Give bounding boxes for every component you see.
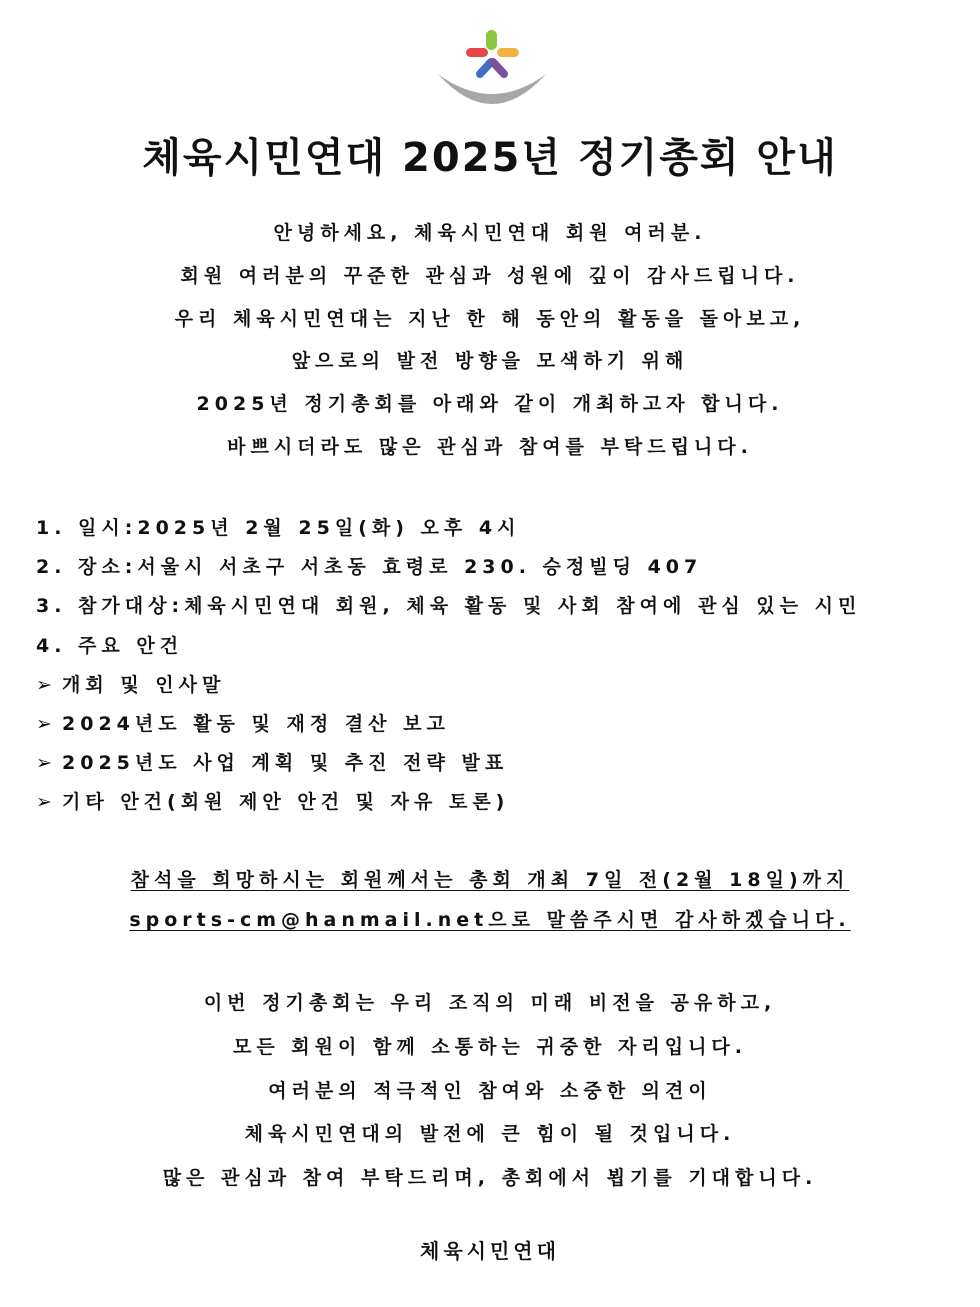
detail-datetime: 1. 일시:2025년 2월 25일(화) 오후 4시	[36, 517, 521, 539]
agenda-item-label: 2024년도 활동 및 재정 결산 보고	[62, 712, 450, 735]
detail-agenda-heading: 4. 주요 안건	[36, 634, 184, 657]
closing-line: 이번 정기총회는 우리 조직의 미래 비전을 공유하고,	[203, 992, 777, 1014]
rsvp-email-text[interactable]: sports-cm@hanmail.net으로 말씀주시면 감사하겠습니다.	[129, 909, 851, 931]
rsvp-line	[0, 900, 980, 940]
intro-line: 2025년 정기총회를 아래와 같이 개최하고자 합니다.	[196, 393, 784, 416]
closing-line: 많은 관심과 참여 부탁드리며, 총회에서 뵙기를 기대합니다.	[162, 1167, 818, 1190]
sports-civic-alliance-logo-icon	[430, 22, 554, 106]
intro-paragraph	[0, 212, 980, 469]
closing-line: 모든 회원이 함께 소통하는 귀중한 자리입니다.	[232, 1035, 748, 1058]
detail-participants: 3. 참가대상:체육시민연대 회원, 체육 활동 및 사회 참여에 관심 있는 시민	[36, 595, 862, 618]
arrow-bullet-icon: ➢	[36, 752, 52, 775]
agenda-item	[36, 744, 966, 783]
agenda-item-label: 2025년도 사업 계획 및 추진 전략 발표	[62, 752, 509, 775]
rsvp-deadline-text: 참석을 희망하시는 회원께서는 총회 개최 7일 전(2월 18일)까지	[130, 869, 850, 891]
agenda-item-label: 개회 및 인사말	[62, 673, 226, 696]
closing-line: 여러분의 적극적인 참여와 소중한 의견이	[268, 1079, 712, 1102]
agenda-item-label: 기타 안건(회원 제안 안건 및 자유 토론)	[62, 791, 510, 814]
logo-orange-bar	[497, 48, 519, 57]
logo-blue-stroke	[480, 62, 491, 74]
closing-paragraph	[0, 982, 980, 1201]
logo-purple-stroke	[493, 62, 504, 74]
detail-location: 2. 장소:서울시 서초구 서초동 효령로 230. 승정빌딩 407	[36, 556, 703, 579]
signature: 체육시민연대	[420, 1239, 560, 1263]
rsvp-notice	[0, 860, 980, 940]
page-title: 체육시민연대 2025년 정기총회 안내	[142, 135, 838, 181]
logo-green-bar	[486, 30, 497, 50]
agenda-item	[36, 666, 966, 705]
intro-line: 안녕하세요, 체육시민연대 회원 여러분.	[273, 222, 707, 244]
arrow-bullet-icon: ➢	[36, 791, 52, 814]
intro-line: 우리 체육시민연대는 지난 한 해 동안의 활동을 돌아보고,	[174, 307, 806, 330]
rsvp-line	[0, 860, 980, 900]
closing-line: 체육시민연대의 발전에 큰 힘이 될 것입니다.	[244, 1123, 736, 1146]
logo-arc	[438, 74, 546, 104]
intro-line: 바쁘시더라도 많은 관심과 참여를 부탁드립니다.	[227, 435, 753, 458]
intro-line: 앞으로의 발전 방향을 모색하기 위해	[291, 350, 689, 373]
agenda-item	[36, 783, 966, 822]
arrow-bullet-icon: ➢	[36, 673, 52, 696]
agenda-item	[36, 705, 966, 744]
event-details	[36, 509, 966, 823]
arrow-bullet-icon: ➢	[36, 712, 52, 735]
logo-red-bar	[466, 48, 488, 57]
intro-line: 회원 여러분의 꾸준한 관심과 성원에 깊이 감사드립니다.	[180, 264, 800, 287]
